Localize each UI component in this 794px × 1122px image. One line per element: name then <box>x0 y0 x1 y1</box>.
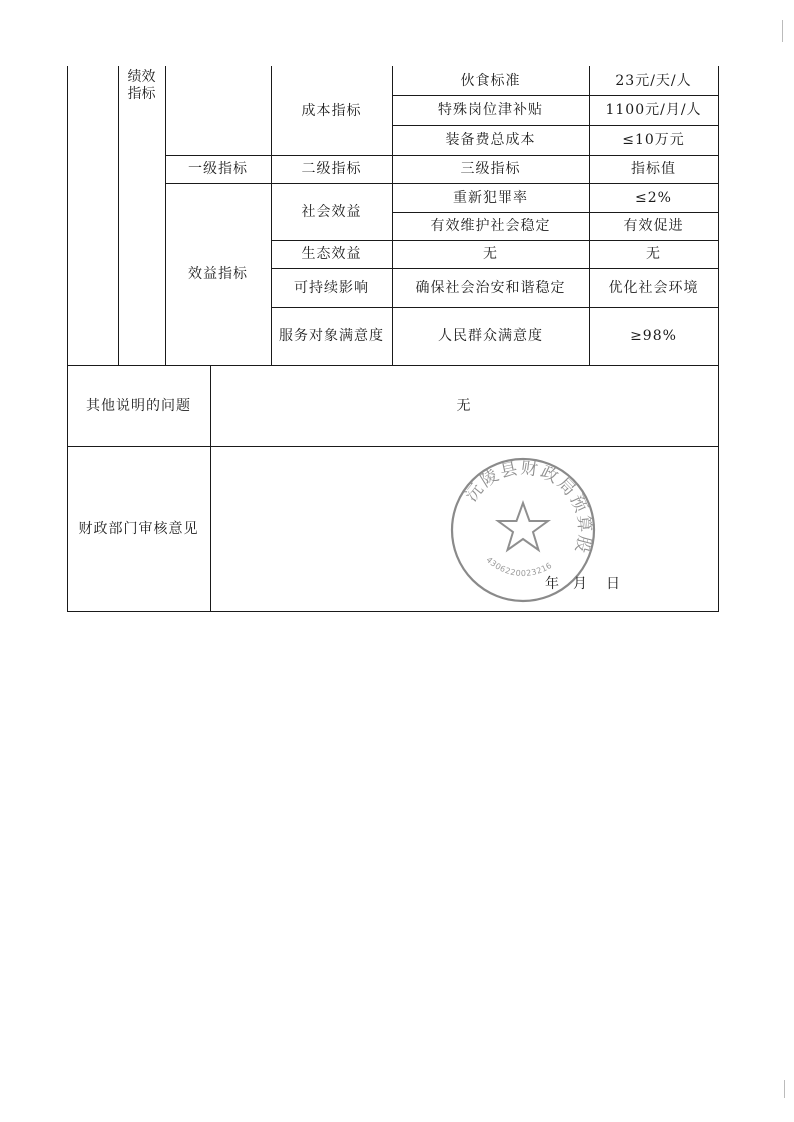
cost-value-meal: 23元/天/人 <box>615 72 692 89</box>
social-item-stability: 有效维护社会稳定 <box>430 218 551 234</box>
header-level1: 一级指标 <box>188 161 248 177</box>
social-value-stability: 有效促进 <box>623 218 684 234</box>
header-level3: 三级指标 <box>460 161 521 177</box>
benefit-indicator-cell: 效益指标 <box>188 266 248 282</box>
sustain-value: 优化社会环境 <box>608 279 699 296</box>
performance-label-line2: 指标 <box>127 86 156 102</box>
other-notes-label: 其他说明的问题 <box>86 397 191 414</box>
table-border-bottom <box>67 611 719 612</box>
eco-benefit-item: 无 <box>483 246 498 262</box>
cost-item-equipment: 装备费总成本 <box>445 132 536 148</box>
cost-indicator-cell: 成本指标 <box>301 102 362 119</box>
social-benefit-cell: 社会效益 <box>301 203 362 220</box>
sustain-cell: 可持续影响 <box>294 279 369 296</box>
star-icon <box>498 503 548 550</box>
performance-indicator-label <box>118 66 165 106</box>
date-day: 日 <box>606 576 620 592</box>
satisfaction-item: 人民群众满意度 <box>438 328 543 344</box>
date-month: 月 <box>573 576 587 592</box>
satisfaction-value: ≥98% <box>630 328 677 344</box>
social-item-recidivism: 重新犯罪率 <box>453 189 528 206</box>
svg-text:4306220023216 <box>484 555 553 578</box>
seal-code: 4306220023216 <box>484 555 554 578</box>
date-year: 年 <box>545 576 559 592</box>
header-level2: 二级指标 <box>301 161 362 177</box>
cost-value-allowance: 1100元/月/人 <box>605 102 702 118</box>
seal-ring-text: 沅陵县财政局预算股 <box>461 458 595 557</box>
eco-benefit-cell: 生态效益 <box>301 246 362 262</box>
cost-value-equipment: ≤10万元 <box>622 132 685 148</box>
eco-benefit-value: 无 <box>646 246 661 262</box>
sustain-item: 确保社会治安和谐稳定 <box>415 279 566 296</box>
social-value-recidivism: ≤2% <box>635 189 672 206</box>
other-notes-value: 无 <box>456 397 472 414</box>
scan-edge-mark <box>782 20 783 42</box>
performance-label-line1: 绩效 <box>127 69 156 85</box>
table-border-right <box>718 66 719 612</box>
satisfaction-cell: 服务对象满意度 <box>279 328 384 344</box>
scan-edge-mark <box>784 1080 785 1098</box>
finance-review-label: 财政部门审核意见 <box>78 520 199 537</box>
cost-item-allowance: 特殊岗位津补贴 <box>438 102 543 118</box>
header-value: 指标值 <box>631 161 676 177</box>
grid-line <box>118 66 119 365</box>
cost-item-meal: 伙食标准 <box>460 72 521 89</box>
